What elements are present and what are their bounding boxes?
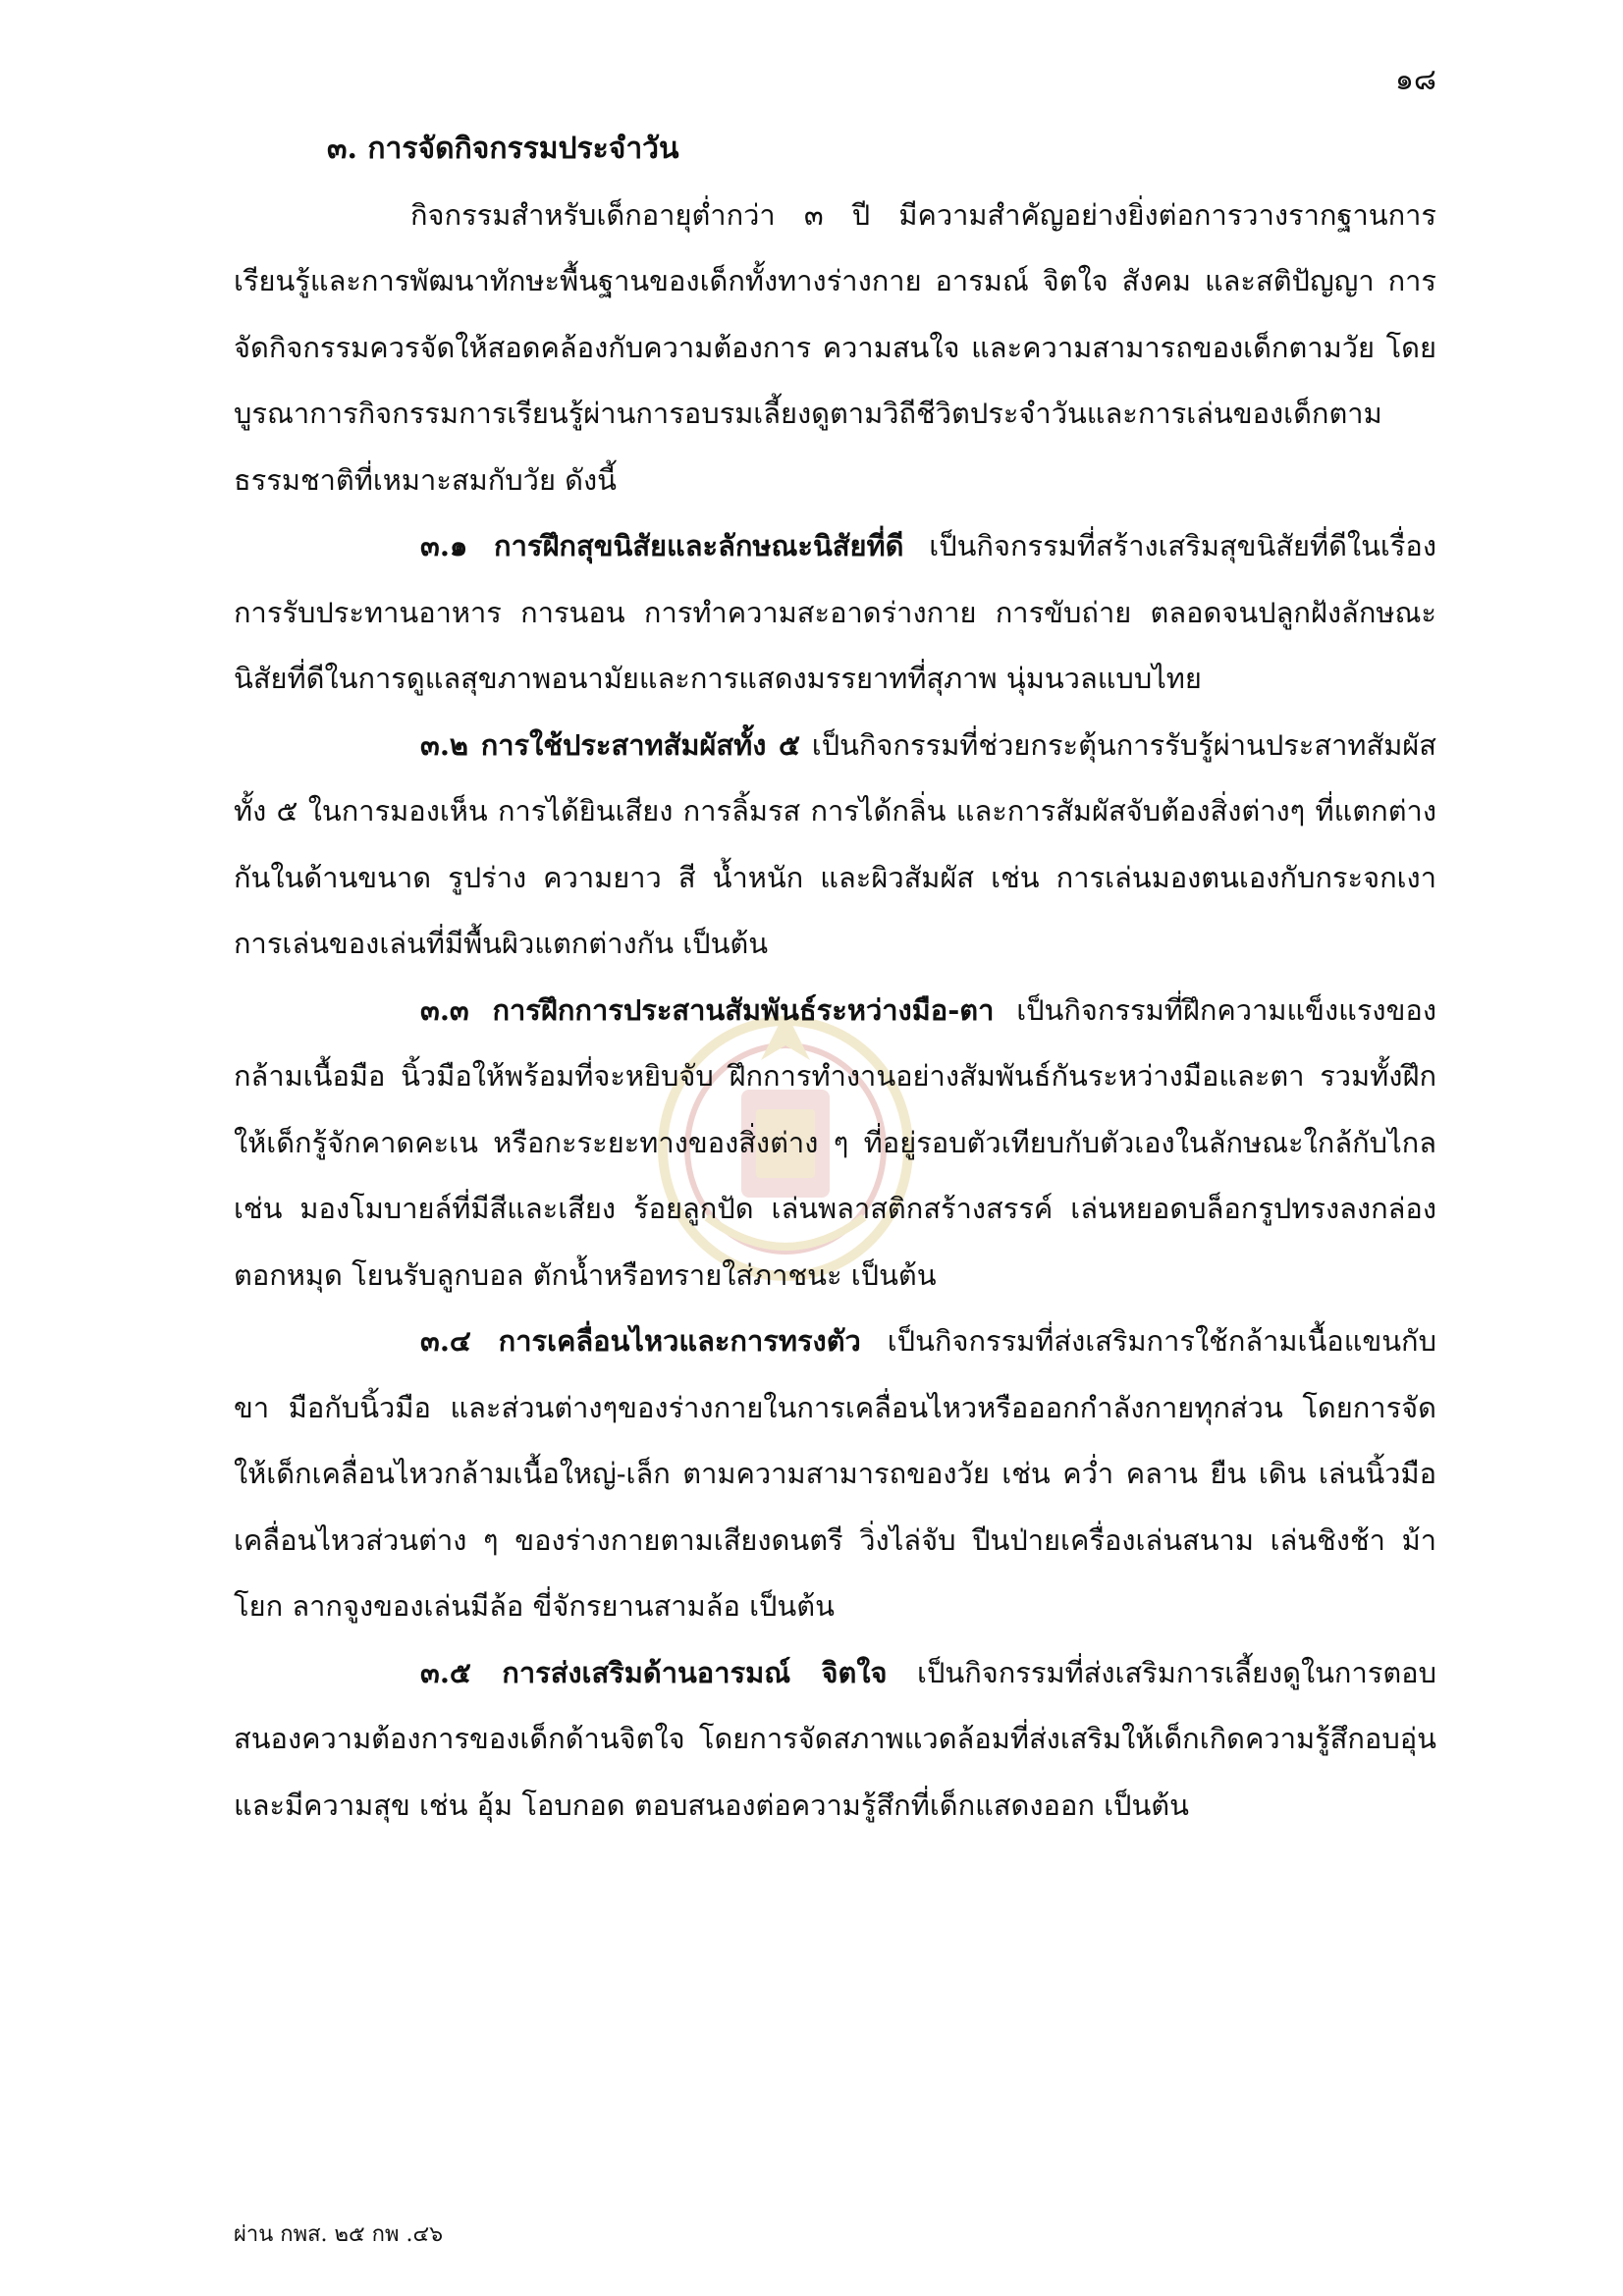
item-body: เป็นกิจกรรมที่ฝึกความแข็งแรงของกล้ามเนื้อมือ นิ้วมือให้พร้อมที่จะหยิบจับ ฝึกการทำงานอย่างสัมพันธ์กันระหว่างมือและตา รวมทั้งฝึกให้เด็กรู้จักคาดคะเน หรือกะระยะทางของสิ่งต่าง ๆ ที่อยู่รอบตัวเทียบกับตัวเองในลักษณะใกล้กับไกล เช่น มองโมบายล์ที่มีสีและเสียง ร้อยลูกปัด เล่นพลาสติกสร้างสรรค์ เล่นหยอดบล็อกรูปทรงลงกล่อง ตอกหมุด โยนรับลูกบอล ตักน้ำหรือทรายใส่ภาชนะ เป็นต้น — [234, 992, 1436, 1292]
intro-paragraph: กิจกรรมสำหรับเด็กอายุต่ำกว่า ๓ ปี มีความสำคัญอย่างยิ่งต่อการวางรากฐานการเรียนรู้และการพัฒนาทักษะพื้นฐานของเด็กทั้งทางร่างกาย อารมณ์ จิตใจ สังคม และสติปัญญา การจัดกิจกรรมควรจัดให้สอดคล้องกับความต้องการ ความสนใจ และความสามารถของเด็กตามวัย โดยบูรณาการกิจกรรมการเรียนรู้ผ่านการอบรมเลี้ยงดูตามวิถีชีวิตประจำวันและการเล่นของเด็กตามธรรมชาติที่เหมาะสมกับวัย ดังนี้ — [234, 197, 1436, 497]
item-body: เป็นกิจกรรมที่ช่วยกระตุ้นการรับรู้ผ่านประสาทสัมผัสทั้ง ๕ ในการมองเห็น การได้ยินเสียง การลิ้มรส การได้กลิ่น และการสัมผัสจับต้องสิ่งต่างๆ ที่แตกต่างกันในด้านขนาด รูปร่าง ความยาว สี น้ำหนัก และผิวสัมผัส เช่น การเล่นมองตนเองกับกระจกเงา การเล่นของเล่นที่มีพื้นผิวแตกต่างกัน เป็นต้น — [234, 727, 1436, 960]
section-heading: ๓. การจัดกิจกรรมประจำวัน — [327, 132, 679, 166]
item-3-1 — [234, 513, 1436, 713]
item-body: เป็นกิจกรรมที่ส่งเสริมการใช้กล้ามเนื้อแขนกับขา มือกับนิ้วมือ และส่วนต่างๆของร่างกายในการเคลื่อนไหวหรือออกกำลังกายทุกส่วน โดยการจัดให้เด็กเคลื่อนไหวกล้ามเนื้อใหญ่-เล็ก ตามความสามารถของวัย เช่น คว่ำ คลาน ยืน เดิน เล่นนิ้วมือ เคลื่อนไหวส่วนต่าง ๆ ของร่างกายตามเสียงดนตรี วิ่งไล่จับ ปีนป่ายเครื่องเล่นสนาม เล่นชิงช้า ม้าโยก ลากจูงของเล่นมีล้อ ขี่จักรยานสามล้อ เป็นต้น — [234, 1324, 1437, 1623]
item-title: ๓.๕ การส่งเสริมด้านอารมณ์ จิตใจ — [420, 1655, 888, 1689]
item-title: ๓.๔ การเคลื่อนไหวและการทรงตัว — [420, 1324, 861, 1358]
item-title: ๓.๑ การฝึกสุขนิสัยและลักษณะนิสัยที่ดี — [420, 529, 904, 562]
item-body: เป็นกิจกรรมที่สร้างเสริมสุขนิสัยที่ดีในเรื่องการรับประทานอาหาร การนอน การทำความสะอาดร่างกาย การขับถ่าย ตลอดจนปลูกฝังลักษณะนิสัยที่ดีในการดูแลสุขภาพอนามัยและการแสดงมรรยาทที่สุภาพ นุ่มนวลแบบไทย — [234, 529, 1436, 695]
item-title: ๓.๒ การใช้ประสาทสัมผัสทั้ง ๕ — [420, 727, 800, 762]
item-title: ๓.๓ การฝึกการประสานสัมพันธ์ระหว่างมือ-ตา — [420, 992, 995, 1027]
item-body: เป็นกิจกรรมที่ส่งเสริมการเลี้ยงดูในการตอบสนองความต้องการของเด็กด้านจิตใจ โดยการจัดสภาพแวดล้อมที่ส่งเสริมให้เด็กเกิดความรู้สึกอบอุ่นและมีความสุข เช่น อุ้ม โอบกอด ตอบสนองต่อความรู้สึกที่เด็กแสดงออก เป็นต้น — [234, 1655, 1436, 1822]
item-3-2 — [234, 713, 1436, 978]
footer-approval-note: ผ่าน กพส. ๒๕ กพ .๔๖ — [234, 2222, 444, 2247]
item-3-4 — [234, 1308, 1436, 1640]
item-3-3 — [234, 978, 1436, 1309]
document-body — [234, 116, 1436, 1839]
page-number: ๑๘ — [1394, 63, 1436, 97]
item-3-5 — [234, 1640, 1436, 1840]
